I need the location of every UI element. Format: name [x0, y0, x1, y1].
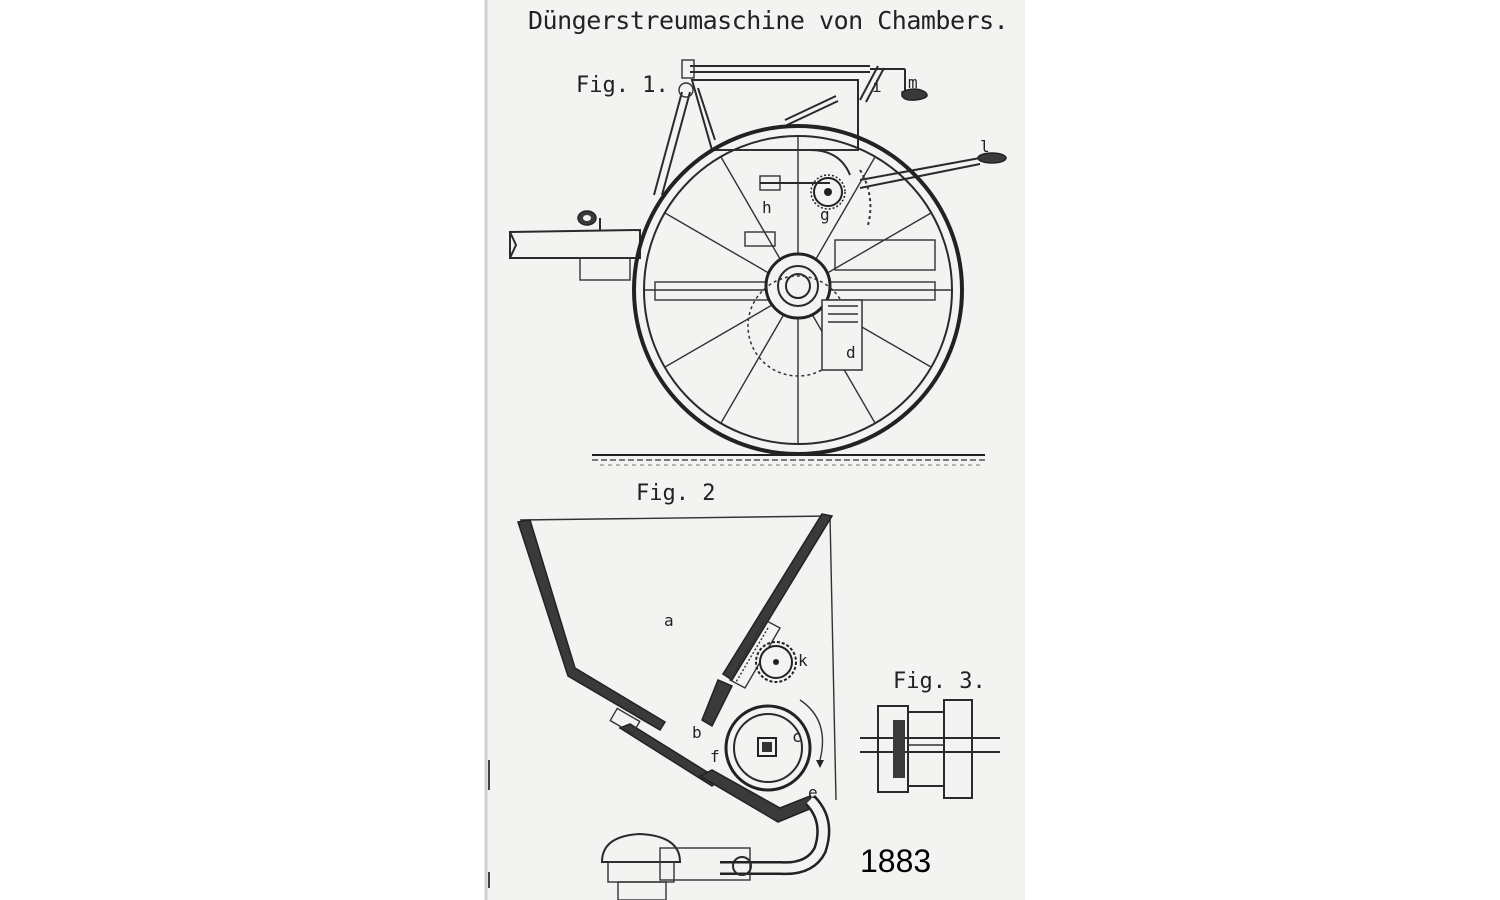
wheel-hub: [766, 254, 830, 318]
fig3-label: Fig. 3.: [893, 669, 986, 694]
fig1-label: Fig. 1.: [576, 73, 669, 98]
year-caption: 1883: [860, 843, 932, 879]
label-k: k: [798, 651, 808, 670]
plate-title: Düngerstreumaschine von Chambers.: [528, 6, 1009, 35]
label-c: c: [792, 727, 802, 746]
label-b: b: [692, 723, 702, 742]
wheel: [634, 126, 962, 454]
fig2-section: [518, 481, 836, 900]
hopper-wall-left: [518, 520, 665, 730]
draw-pole: [510, 230, 640, 258]
label-i: i: [872, 77, 882, 96]
label-a: a: [664, 611, 674, 630]
label-f: f: [710, 747, 720, 766]
ground-line: [592, 455, 985, 465]
label-h: h: [762, 198, 772, 217]
label-m: m: [908, 73, 918, 92]
label-d: d: [846, 343, 856, 362]
scan-left-edge: [486, 0, 489, 900]
label-l: l: [980, 137, 990, 156]
label-g: g: [820, 205, 830, 224]
stop-d: [822, 300, 862, 370]
slide-gate: [702, 680, 732, 726]
fig3-detail: [860, 669, 1000, 798]
fig1-machine: [510, 60, 1006, 465]
drum-right: [944, 700, 972, 798]
adjuster-rod: [785, 96, 836, 120]
cam-plate: [810, 150, 850, 175]
label-e: e: [808, 783, 818, 802]
fig2-label: Fig. 2: [636, 481, 716, 506]
